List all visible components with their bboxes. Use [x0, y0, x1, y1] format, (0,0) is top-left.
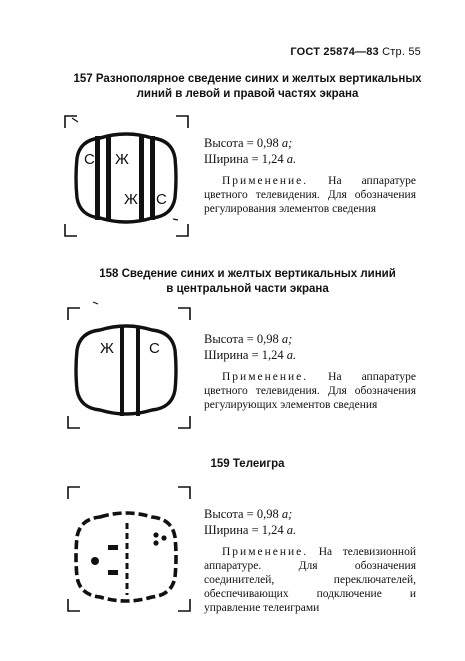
standard-number: ГОСТ 25874—83: [290, 46, 379, 58]
vertical-lines: [95, 135, 155, 221]
score-dot: [161, 535, 166, 540]
symbol-157-figure: [60, 112, 195, 240]
note-lead: Применение.: [222, 546, 309, 558]
section-157-note: [204, 174, 416, 216]
vertical-lines: [120, 326, 140, 416]
note-body: На аппаратуре цветного телевидения. Для обозначения регулирования элементов сведения: [204, 175, 417, 215]
symbol-label: Ж: [115, 151, 129, 168]
symbol-label: Ж: [100, 340, 114, 357]
section-158-dimensions: Высота = 0,98 a; Ширина = 1,24 a.: [204, 332, 297, 362]
symbol-158-svg: [60, 300, 195, 430]
symbol-label: С: [84, 151, 95, 168]
section-158-title: 158 Сведение синих и желтых вертикальных линий в центральной части экрана: [99, 268, 396, 295]
section-159-title: 159 Телеигра: [210, 458, 285, 470]
note-body: На аппаратуре цветного телевидения. Для обозначения регулирующих элементов сведения: [204, 371, 417, 411]
ball: [91, 557, 99, 565]
registration-tick: [93, 302, 98, 304]
right-paddle: [108, 570, 118, 575]
note-body: На телевизионной аппаратуре. Для обозначения соединителей, переключателей, обеспечивающих подключение и управление телеиграми: [204, 546, 416, 614]
note-lead: Применение.: [222, 371, 309, 383]
registration-tick: [72, 118, 78, 122]
screen-outline: [76, 326, 176, 414]
registration-tick: [173, 219, 178, 220]
page-header: [290, 46, 421, 58]
section-159-note: [204, 545, 416, 615]
section-159-dimensions: Высота = 0,98 a; Ширина = 1,24 a.: [204, 507, 297, 537]
symbol-label: Ж: [124, 191, 138, 208]
symbol-label: С: [149, 340, 160, 357]
symbol-159-svg: [60, 483, 195, 613]
symbol-157-svg: [60, 112, 195, 240]
section-158-note: [204, 370, 416, 412]
symbol-158-figure: [60, 300, 195, 430]
score-dot: [153, 532, 158, 537]
score-dot: [153, 540, 158, 545]
note-lead: Применение.: [222, 175, 309, 187]
symbol-159-figure: [60, 483, 195, 613]
symbol-label: С: [156, 191, 167, 208]
screen-outline: [76, 134, 176, 222]
section-157-title: 157 Разнополярное сведение синих и желтых вертикальных линий в левой и правой частях экрана: [73, 73, 422, 100]
section-157-dimensions: Высота = 0,98 a; Ширина = 1,24 a.: [204, 136, 297, 166]
page-number: Стр. 55: [382, 46, 421, 58]
left-paddle: [108, 545, 118, 550]
